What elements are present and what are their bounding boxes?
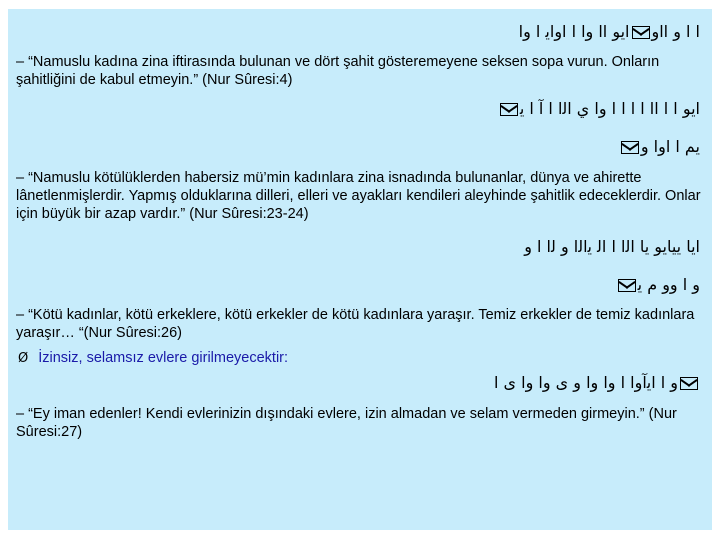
bullet-item bbox=[18, 350, 288, 366]
verse4-arabic-text: ﻭ ﺍ ﺍﻳﺁﻭﺍ ﺍ ﻭﺍ ﻭﺍ ﻭ ﻯ ﻭﺍ ﻭﺍ ﻯ ﺍ bbox=[494, 373, 678, 392]
verse3-arabic-text2: ﻭ ﺍ ﻭﻭ ﻡ ﻳ bbox=[637, 275, 700, 294]
verse1-arabic bbox=[519, 22, 700, 41]
verse2-translation: – “Namuslu kötülüklerden habersiz mü’min kadınlara zina isnadında bulunanlar, dünya ve ahirette lânetlenmişlerdir. Yapmış olduklarına dilleri, elleri ve ayakları kendileri aleyhinde şahitlik edeceklerdir. Onlar için büyük bir azap vardır.” (Nur Sûresi:23-24) bbox=[16, 170, 701, 222]
verse3-translation: – “Kötü kadınlar, kötü erkeklere, kötü erkekler de kötü kadınlara yaraşır. Temiz erkekler de temiz kadınlara yaraşır… “(Nur Sûresi:26) bbox=[16, 307, 695, 341]
verse2-arabic-line1 bbox=[498, 99, 700, 118]
envelope-icon bbox=[632, 26, 650, 39]
arrow-bullet-icon: Ø bbox=[18, 351, 29, 366]
bullet-text: İzinsiz, selamsız evlere girilmeyecektir: bbox=[38, 350, 289, 366]
slide bbox=[8, 9, 712, 530]
verse4-arabic bbox=[494, 373, 700, 392]
verse3-arabic-line2 bbox=[616, 275, 700, 294]
envelope-icon bbox=[618, 279, 636, 292]
verse3-arabic-line1: ﺍﻳﺎ ﻳﻴﺎﻳﻮ ﻳﺎ ﺍﻟﺍ ﺍ ﺍﻟ ﻳﺍﻟﺍ ﻭ ﻟﺍ ﺍ ﻭ bbox=[524, 237, 700, 256]
verse1-translation: – “Namuslu kadına zina iftirasında bulunan ve dört şahit gösteremeyene seksen sopa vurun. Onların şahitliğini de kabul etmeyin.” (Nur Sûresi:4) bbox=[16, 54, 660, 88]
envelope-icon bbox=[621, 141, 639, 154]
envelope-icon bbox=[500, 103, 518, 116]
verse4-translation: – “Ey iman edenler! Kendi evlerinizin dışındaki evlere, izin almadan ve selam vermeden girmeyin.” (Nur Sûresi:27) bbox=[16, 406, 677, 440]
envelope-icon bbox=[680, 377, 698, 390]
verse2-arabic-text1: ﺍﻳﻮ ﺍ ﺍ ﺍﺍ ﺍ ﺍ ﺍ ﺍ ﻭﺍ ﻱ ﺍﻟﺍ ﺍ ﺁ ﺍ ﻳ bbox=[519, 99, 700, 118]
verse2-arabic-text2: ﻳﻢ ﺍ ﺍﻭﺍ ﻭ bbox=[640, 137, 700, 156]
verse1-arabic-part1: ﺍ ﺍ ﻭ ﺍﺍﻭ bbox=[651, 22, 700, 41]
verse1-arabic-part2: ﺍﻳﻮ ﺍﺍ ﻭﺍ ﺍ ﺍﻭﺍﻳ ﺍ ﻭﺍ bbox=[518, 22, 630, 41]
verse2-arabic-line2 bbox=[619, 137, 700, 156]
